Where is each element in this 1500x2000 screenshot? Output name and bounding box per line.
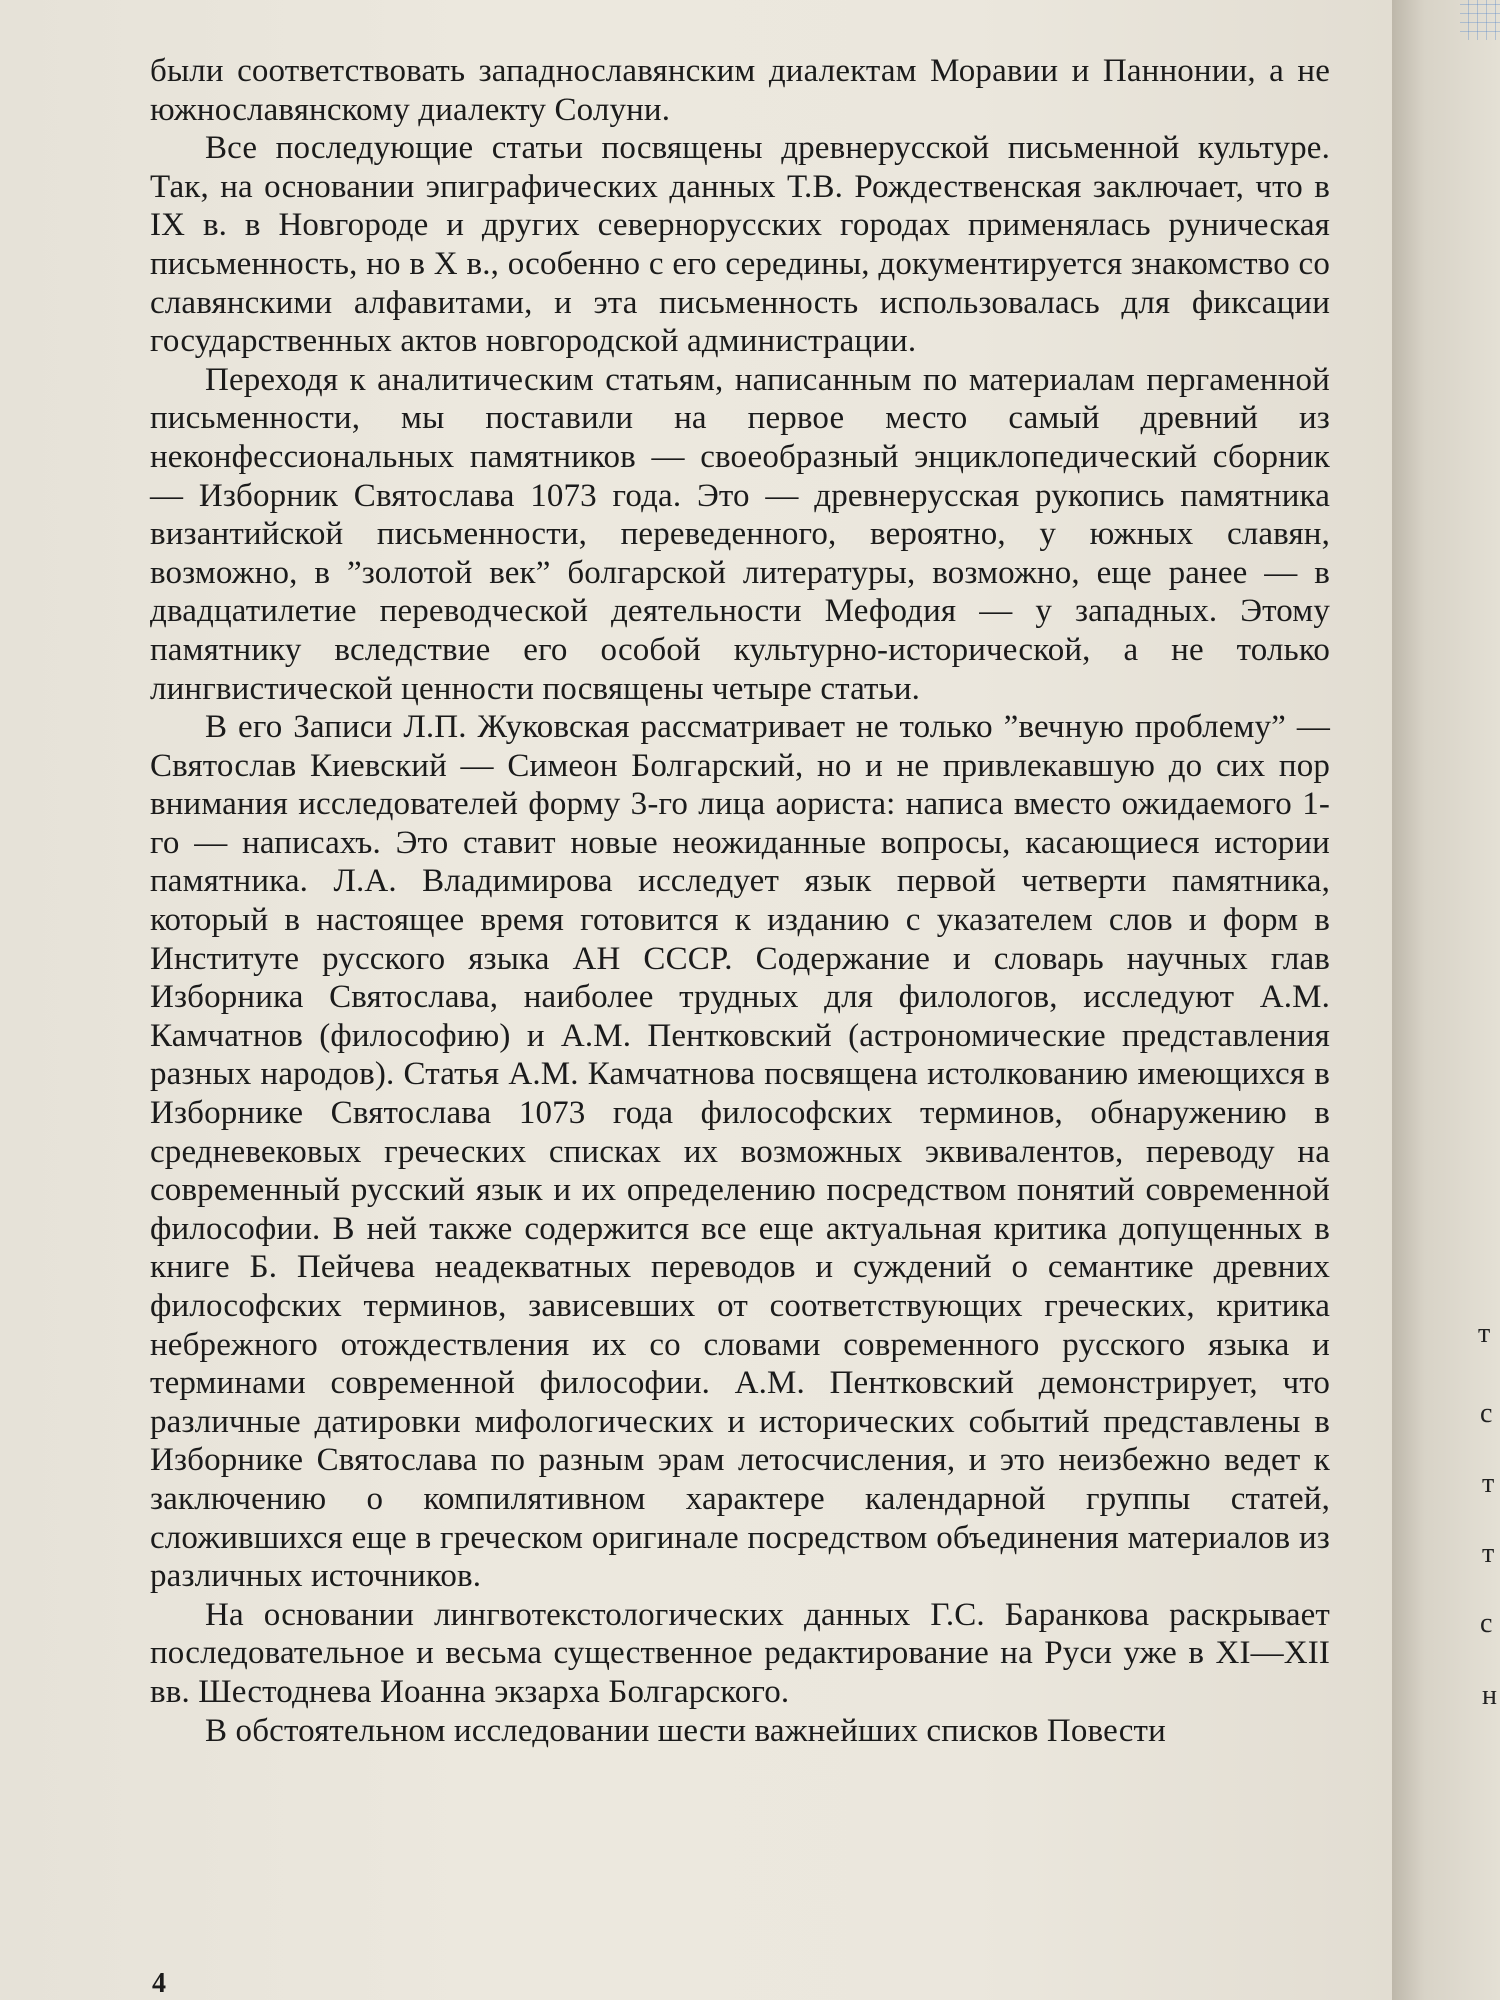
page-number: 4 bbox=[152, 1968, 166, 1999]
paragraph-continued: были соответствовать западнославянским диалектам Моравии и Паннонии, а не южнославянскому диалекту Солуни. bbox=[150, 53, 1330, 128]
graph-paper-corner bbox=[1460, 0, 1500, 40]
edge-letter: н bbox=[1482, 1680, 1497, 1711]
paragraph: На основании лингвотекстологических данных Г.С. Баранкова раскрывает последовательное и весьма существенное редактирование на Руси уже в XI—XII вв. Шестоднева Иоанна экзарха Болгарского. bbox=[150, 1596, 1330, 1710]
paragraph: В его Записи Л.П. Жуковская рассматривает не только ”вечную проблему” — Святослав Киевский — Симеон Болгарский, но и не привлекавшую до сих пор внимания исследователей форму 3-го лица аориста: написа вместо ожидаемого 1-го — написахъ. Это ставит новые неожиданные вопросы, касающиеся истории памятника. Л.А. Владимирова исследует язык первой четверти памятника, который в настоящее время готовится к изданию с указателем слов и форм в Институте русского языка АН СССР. Содержание и словарь научных глав Изборника Святослава, наиболее трудных для филологов, исследуют А.М. Камчатнов (философию) и А.М. Пентковский (астрономические представления разных народов). Статья А.М. Камчатнова посвящена истолкованию имеющихся в Изборнике Святослава 1073 года философских терминов, обнаружению в средневековых греческих списках их возможных эквивалентов, переводу на современный русский язык и их определению посредством понятий современной философии. В ней также содержится все еще актуальная критика допущенных в книге Б. Пейчева неадекватных переводов и суждений о семантике древних философских терминов, зависевших от соответствующих греческих, критика небрежного отождествления их со словами современного русского языка и терминами современной философии. А.М. Пентковский демонстрирует, что различные датировки мифологических и исторических событий представлены в Изборнике Святослава по разным эрам летосчисления, и это неизбежно ведет к заключению о компилятивном характере календарной группы статей, сложившихся еще в греческом оригинале посредством объединения материалов из различных источников. bbox=[150, 709, 1330, 1595]
adjacent-page-edge bbox=[1392, 0, 1500, 2000]
edge-letter: т bbox=[1482, 1468, 1495, 1499]
body-text bbox=[150, 52, 1330, 1750]
edge-letter: с bbox=[1480, 1608, 1493, 1639]
edge-letter: т bbox=[1482, 1538, 1495, 1569]
paragraph: Все последующие статьи посвящены древнерусской письменной культуре. Так, на основании эпиграфических данных Т.В. Рождественская заключает, что в IX в. в Новгороде и других севернорусских городах применялась руническая письменность, но в X в., особенно с его середины, документируется знакомство со славянскими алфавитами, и эта письменность использовалась для фиксации государственных актов новгородской администрации. bbox=[150, 130, 1330, 360]
paragraph: В обстоятельном исследовании шести важнейших списков Повести bbox=[205, 1712, 1166, 1749]
edge-letter: с bbox=[1480, 1398, 1493, 1429]
edge-letter: т bbox=[1478, 1318, 1491, 1349]
paragraph: Переходя к аналитическим статьям, написанным по материалам пергаменной письменности, мы поставили на первое место самый древний из неконфессиональных памятников — своеобразный энциклопедический сборник — Изборник Святослава 1073 года. Это — древнерусская рукопись памятника византийской письменности, переведенного, вероятно, у южных славян, возможно, в ”золотой век” болгарской литературы, возможно, еще ранее — в двадцатилетие переводческой деятельности Мефодия — у западных. Этому памятнику вследствие его особой культурно-исторической, а не только лингвистической ценности посвящены четыре статьи. bbox=[150, 361, 1330, 707]
